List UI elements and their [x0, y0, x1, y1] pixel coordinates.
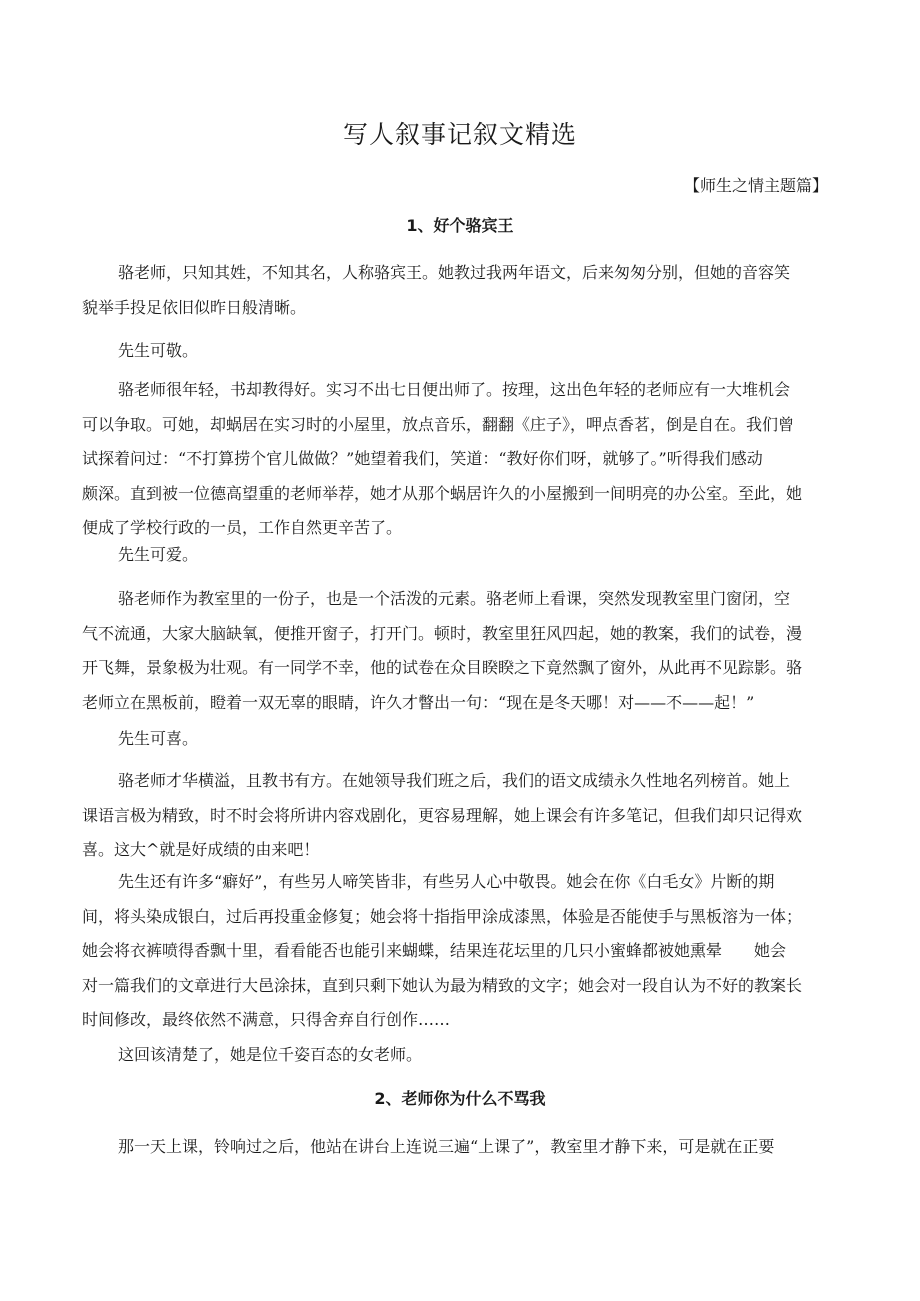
paragraph: [82, 256, 840, 325]
paragraph: [82, 334, 840, 369]
section-heading-1: 1、好个骆宾王: [406, 216, 514, 235]
paragraph: [82, 1130, 840, 1165]
text-line: 骆老师作为教室里的一份子，也是一个活泼的元素。骆老师上看课，突然发现教室里门窗闭，空: [118, 589, 791, 608]
text-line: 时间修改，最终依然不满意，只得舍弃自行创作……: [82, 1010, 451, 1029]
text-line: 便成了学校行政的一员，工作自然更辛苦了。: [82, 518, 403, 537]
text-line: 试探着问过：“不打算捞个官儿做做？”她望着我们，笑道：“教好你们呀，就够了。”听得我们感动: [82, 449, 763, 468]
paragraph: [82, 722, 840, 757]
text-line: 骆老师才华横溢，且教书有方。在她领导我们班之后，我们的语文成绩永久性地名列榜首。她上: [118, 771, 791, 790]
text-line: 可以争取。可她，却蜗居在实习时的小屋里，放点音乐，翻翻《庄子》，呷点香茗，倒是自在。我们曾: [82, 414, 795, 434]
text-line: 喜。这大^就是好成绩的由来吧！: [82, 840, 320, 859]
text-line: 骆老师，只知其姓，不知其名，人称骆宾王。她教过我两年语文，后来匆匆分别，但她的音容笑: [118, 263, 791, 282]
text-line: 课语言极为精致，时不时会将所讲内容戏剧化，更容易理解，她上课会有许多笔记，但我们却只记得欢: [82, 805, 803, 825]
text-line: 气不流通，大家大脑缺氧，便推开窗子，打开门。顿时，教室里狂风四起，她的教案，我们的试卷，漫: [82, 623, 803, 643]
text-line: 先生可爱。: [118, 545, 199, 564]
paragraph: [82, 1038, 840, 1073]
text-line: 对一篇我们的文章进行大邑涂抹，直到只剩下她认为最为精致的文字；她会对一段自认为不好的教案长: [82, 975, 803, 995]
text-line: 骆老师很年轻，书却教得好。实习不出七日便出师了。按理，这出色年轻的老师应有一大堆机会: [118, 380, 791, 399]
section-heading-2: 2、老师你为什么不骂我: [374, 1089, 546, 1108]
paragraph: [82, 373, 840, 546]
text-line: 先生可敬。: [118, 341, 199, 360]
text-line: 那一天上课，铃响过之后，他站在讲台上连说三遍“上课了”，教室里才静下来，可是就在正要: [118, 1137, 775, 1156]
paragraph: [82, 538, 840, 573]
theme-tag: 【师生之情主题篇】: [683, 176, 828, 195]
paragraph: [82, 582, 840, 720]
page-title: 写人叙事记叙文精选: [342, 120, 577, 149]
paragraph: [82, 865, 840, 1038]
text-line: 颇深。直到被一位德高望重的老师举荐，她才从那个蜗居许久的小屋搬到一间明亮的办公室。至此，她: [82, 483, 803, 503]
paragraph: [82, 764, 840, 868]
text-line: 这回该清楚了，她是位千姿百态的女老师。: [118, 1045, 423, 1064]
text-line: 她会将衣裤喷得香飘十里，看看能否也能引来蝴蝶，结果连花坛里的几只小蜜蜂都被她熏晕 她会: [82, 941, 787, 960]
text-line: 先生可喜。: [118, 729, 199, 748]
text-line: 间，将头染成银白，过后再投重金修复；她会将十指指甲涂成漆黑，体验是否能使手与黑板溶为一体；: [82, 906, 803, 926]
text-line: 开飞舞，景象极为壮观。有一同学不幸，他的试卷在众目睽睽之下竟然飘了窗外，从此再不见踪影。骆: [82, 658, 803, 677]
text-line: 先生还有许多“癖好”，有些另人啼笑皆非，有些另人心中敬畏。她会在你《白毛女》片断的期: [118, 872, 775, 891]
text-line: 貌举手投足依旧似昨日般清晰。: [82, 297, 307, 317]
text-line: 老师立在黑板前，瞪着一双无辜的眼睛，许久才瞥出一句：“现在是冬天哪！对——不——起！”: [82, 692, 755, 712]
